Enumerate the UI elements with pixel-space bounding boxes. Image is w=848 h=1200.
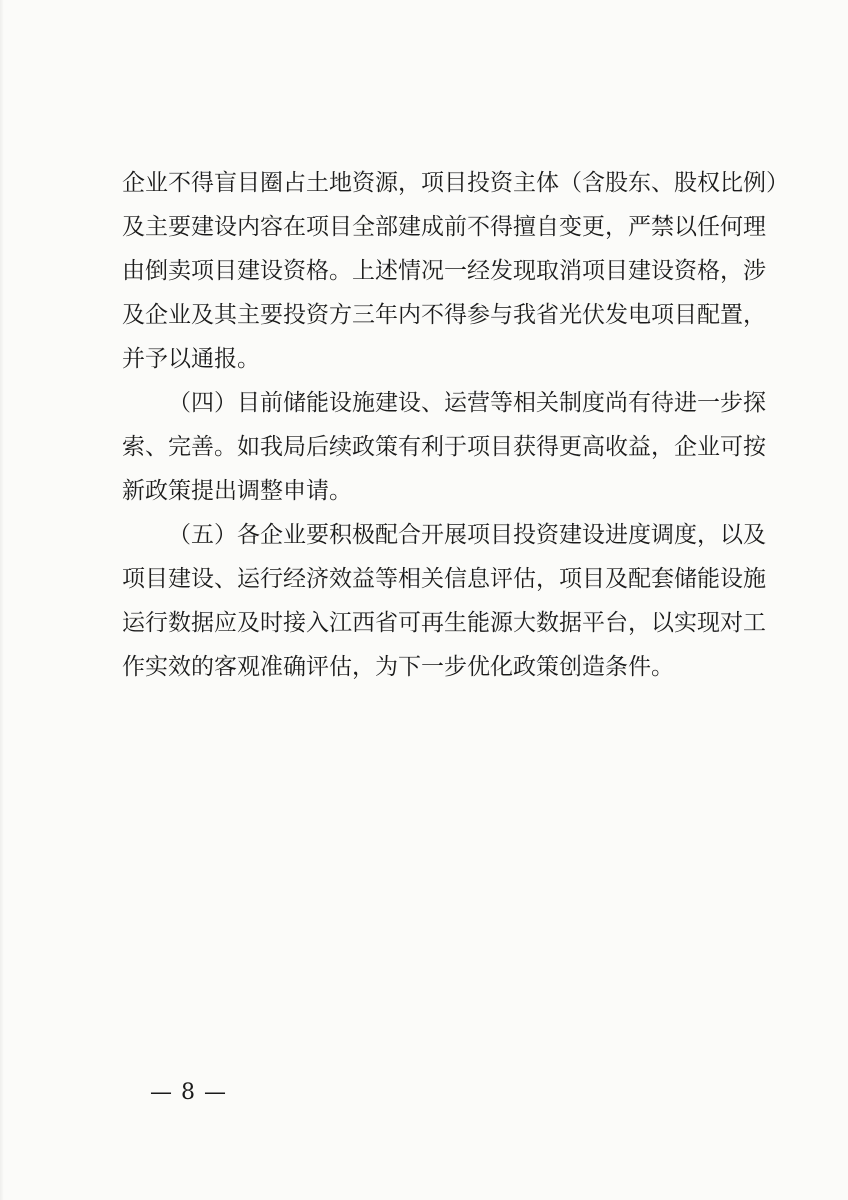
scan-edge-shadow	[0, 0, 4, 1200]
section-five-line-4: 作实效的客观准确评估，为下一步优化政策创造条件。	[122, 654, 674, 680]
section-five-line-3: 运行数据应及时接入江西省可再生能源大数据平台，以实现对工	[122, 610, 766, 636]
page-number: — 8 —	[150, 1080, 227, 1105]
paragraph-line-2: 及主要建设内容在项目全部建成前不得擅自变更，严禁以任何理	[122, 214, 766, 240]
section-four-line-2: 索、完善。如我局后续政策有利于项目获得更高收益，企业可按	[122, 434, 766, 460]
section-four-line-1: （四）目前储能设施建设、运营等相关制度尚有待进一步探	[168, 390, 766, 416]
paragraph-line-4: 及企业及其主要投资方三年内不得参与我省光伏发电项目配置，	[122, 302, 766, 328]
paragraph-line-1: 企业不得盲目圈占土地资源，项目投资主体（含股东、股权比例）	[122, 170, 789, 196]
section-five-line-2: 项目建设、运行经济效益等相关信息评估，项目及配套储能设施	[122, 566, 766, 592]
paragraph-line-5: 并予以通报。	[122, 346, 260, 372]
section-four-line-3: 新政策提出调整申请。	[122, 478, 352, 504]
section-five-line-1: （五）各企业要积极配合开展项目投资建设进度调度，以及	[168, 522, 766, 548]
paragraph-line-3: 由倒卖项目建设资格。上述情况一经发现取消项目建设资格，涉	[122, 258, 766, 284]
